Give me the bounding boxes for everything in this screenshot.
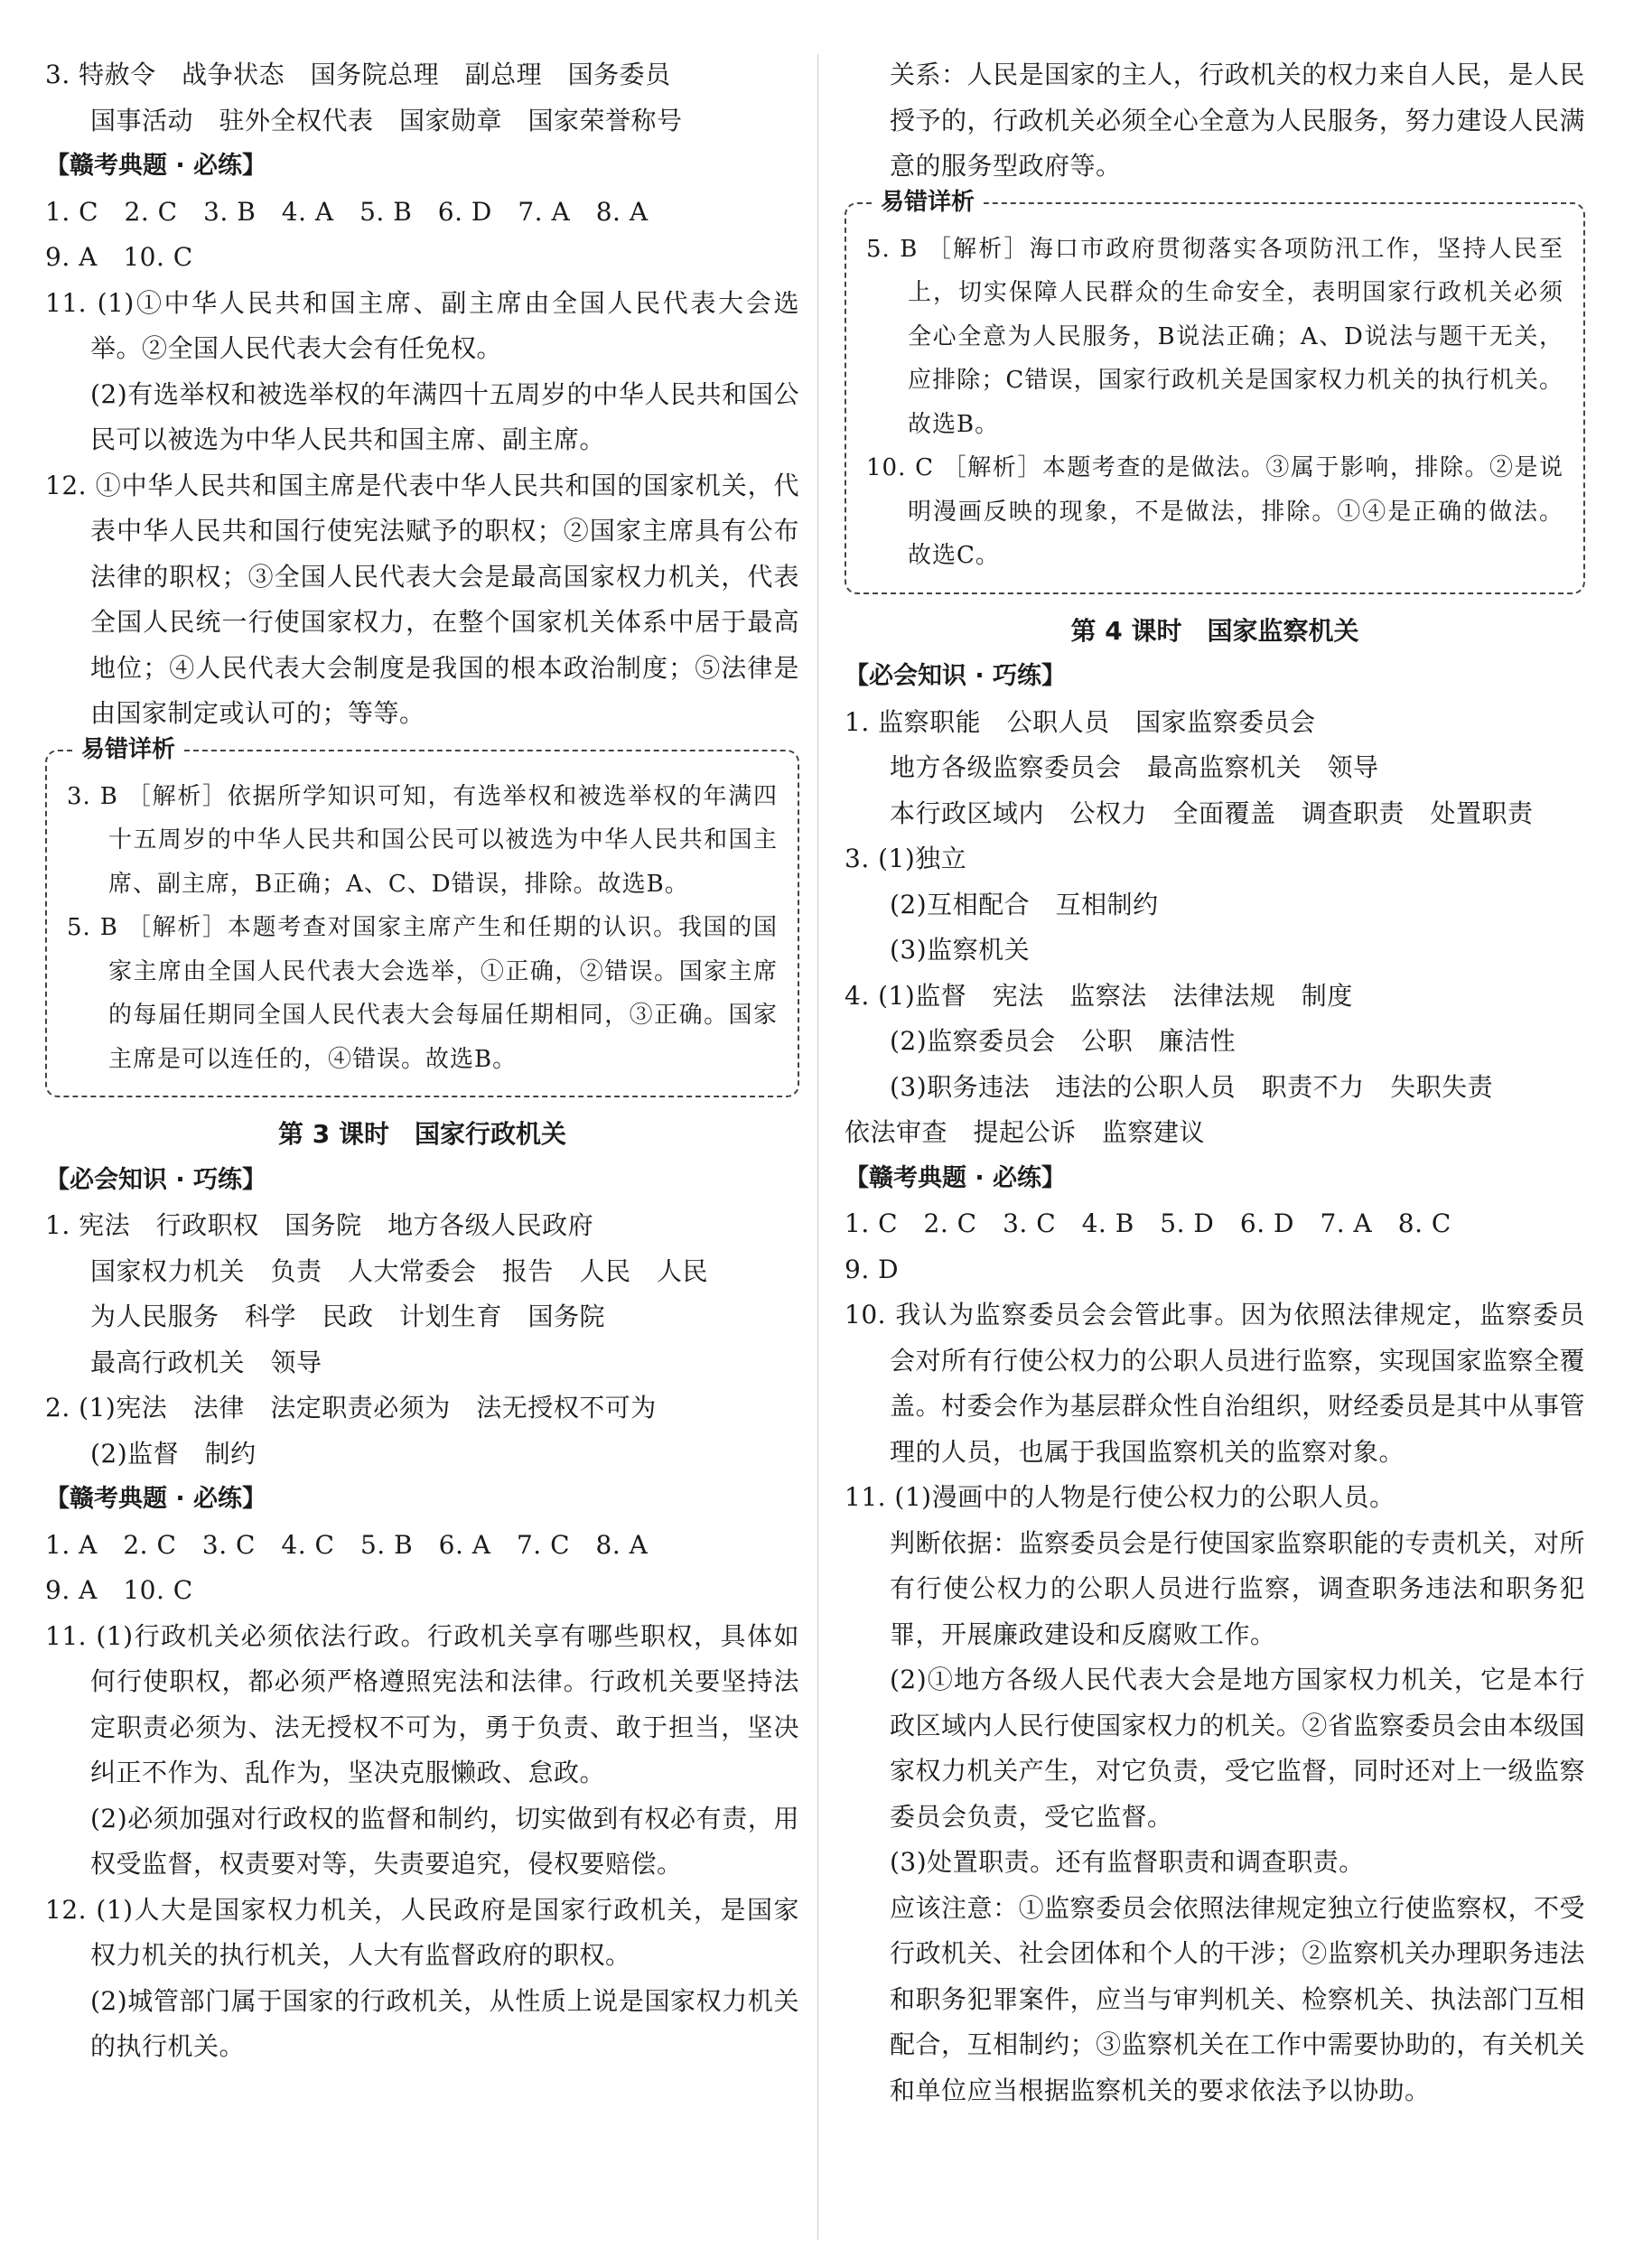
r-question-10: 10. 我认为监察委员会会管此事。因为依照法律规定，监察委员会对所有行使公权力的公职人员进行监察，实现国家监察全覆盖。村委会作为基层群众性自治组织，财经委员是其中从事管理的人员，也属于我国监察机关的监察对象。 [845, 1300, 1585, 1467]
r-question-11-notes: 应该注意：①监察委员会依照法律规定独立行使监察权，不受行政机关、社会团体和个人的干涉；②监察机关办理职务违法和职务犯罪案件，应当与审判机关、检察机关、执法部门互相配合，互相制约；③监察机关在工作中需要协助的，有关机关和单位应当根据监察机关的要求依法予以协助。 [890, 1892, 1585, 2105]
error-analysis-item-3: 3. B ［解析］依据所学知识可知，有选举权和被选举权的年满四十五周岁的中华人民共和国公民可以被选为中华人民共和国主席、副主席，B正确；A、C、D错误，排除。故选B。 [67, 782, 778, 898]
answers-row-3: 1. A 2. C 3. C 4. C 5. B 6. A 7. C 8. A [45, 1529, 649, 1560]
section-heading-exam-2: 【赣考典题 · 必练】 [45, 1485, 267, 1513]
r-knowledge-4-line2: (2)监察委员会 公职 廉洁性 [890, 1026, 1237, 1056]
section-heading-knowledge: 【必会知识 · 巧练】 [45, 1165, 267, 1194]
r-knowledge-1-line3: 本行政区域内 公权力 全面覆盖 调查职责 处置职责 [890, 798, 1534, 828]
r-knowledge-3-line2: (2)互相配合 互相制约 [890, 889, 1159, 919]
r-knowledge-1-line2: 地方各级监察委员会 最高监察机关 领导 [890, 752, 1379, 782]
question-11-part1: 11. (1)①中华人民共和国主席、副主席由全国人民代表大会选举。②全国人民代表大会有任免权。 [45, 287, 799, 363]
error-analysis-box-right [845, 188, 1585, 594]
r-answers-row-2: 9. D [845, 1254, 900, 1284]
lesson-3-title: 第 3 课时 国家行政机关 [278, 1119, 566, 1149]
box-title: 易错详析 [72, 733, 184, 766]
lesson-4-title: 第 4 课时 国家监察机关 [1070, 615, 1359, 646]
error-analysis-item-5-right: 5. B ［解析］海口市政府贯彻落实各项防汛工作，坚持人民至上，切实保障人民群众的生命安全，表明国家行政机关必须全心全意为人民服务，B说法正确；A、D说法与题干无关，应排除；C错误，国家行政机关是国家权力机关的执行机关。故选B。 [866, 235, 1563, 438]
question-12-lesson3-part2: (2)城管部门属于国家的行政机关，从性质上说是国家权力机关的执行机关。 [90, 1985, 799, 2061]
r-answers-row-1: 1. C 2. C 3. C 4. B 5. D 6. D 7. A 8. C [845, 1208, 1451, 1238]
r-knowledge-3-line3: (3)监察机关 [890, 935, 1031, 965]
r-knowledge-4-line1: 4. (1)监督 宪法 监察法 法律法规 制度 [845, 980, 1353, 1011]
r-question-11-basis: 判断依据：监察委员会是行使国家监察职能的专责机关，对所有行使公权力的公职人员进行监察，调查职务违法和职务犯罪，开展廉政建设和反腐败工作。 [890, 1527, 1585, 1649]
column-divider [817, 54, 818, 2240]
r-knowledge-4-line3: (3)职务违法 违法的公职人员 职责不力 失职失责 [890, 1071, 1494, 1102]
section-heading-exam-right: 【赣考典题 · 必练】 [845, 1163, 1067, 1192]
box-title-right: 易错详析 [872, 186, 984, 219]
relation-continuation: 关系：人民是国家的主人，行政机关的权力来自人民，是人民授予的，行政机关必须全心全意为人民服务，努力建设人民满意的服务型政府等。 [890, 60, 1585, 181]
question-11-part2: (2)有选举权和被选举权的年满四十五周岁的中华人民共和国公民可以被选为中华人民共和国主席、副主席。 [90, 378, 799, 454]
knowledge-1-line2: 国家权力机关 负责 人大常委会 报告 人民 人民 [90, 1255, 709, 1286]
r-question-11-part2: (2)①地方各级人民代表大会是地方国家权力机关，它是本行政区域内人民行使国家权力的机关。②省监察委员会由本级国家权力机关产生，对它负责，受它监督，同时还对上一级监察委员会负责，受它监督。 [890, 1665, 1585, 1832]
question-12-lesson3-part1: 12. (1)人大是国家权力机关，人民政府是国家行政机关，是国家权力机关的执行机关，人大有监督政府的职权。 [45, 1894, 799, 1970]
knowledge-1-line1: 1. 宪法 行政职权 国务院 地方各级人民政府 [45, 1210, 594, 1240]
knowledge-2-line2: (2)监督 制约 [90, 1438, 257, 1469]
question-11-lesson3-part2: (2)必须加强对行政权的监督和制约，切实做到有权必有责，用权受监督，权责要对等，失责要追究，侵权要赔偿。 [90, 1803, 799, 1879]
knowledge-1-line3: 为人民服务 科学 民政 计划生育 国务院 [90, 1301, 606, 1331]
error-analysis-item-10-right: 10. C ［解析］本题考查的是做法。③属于影响，排除。②是说明漫画反映的现象，不是做法，排除。①④是正确的做法。故选C。 [866, 454, 1563, 569]
r-knowledge-3-line1: 3. (1)独立 [845, 844, 967, 873]
answers-row-4: 9. A 10. C [45, 1575, 193, 1605]
section-heading-knowledge-right: 【必会知识 · 巧练】 [845, 662, 1067, 690]
answers-row-1: 1. C 2. C 3. B 4. A 5. B 6. D 7. A 8. A [45, 196, 649, 227]
question-12: 12. ①中华人民共和国主席是代表中华人民共和国的国家机关，代表中华人民共和国行使宪法赋予的职权；②国家主席具有公布法律的职权；③全国人民代表大会是最高国家权力机关，代表全国人民统一行使国家权力，在整个国家机关体系中居于最高地位；④人民代表大会制度是我国的根本政治制度；⑤法律是由国家制定或认可的；等等。 [45, 470, 799, 728]
knowledge-2-line1: 2. (1)宪法 法律 法定职责必须为 法无授权不可为 [45, 1393, 657, 1423]
error-analysis-item-5: 5. B ［解析］本题考查对国家主席产生和任期的认识。我国的国家主席由全国人民代表大会选举，①正确，②错误。国家主席的每届任期同全国人民代表大会每届任期相同，③正确。国家主席是可以连任的，④错误。故选B。 [67, 914, 778, 1073]
r-question-11-part1: 11. (1)漫画中的人物是行使公权力的公职人员。 [845, 1482, 1395, 1512]
section-heading-exam: 【赣考典题 · 必练】 [45, 152, 267, 180]
left-item-3-line1: 3. 特赦令 战争状态 国务院总理 副总理 国务委员 [45, 60, 671, 89]
right-column [845, 52, 1585, 2113]
r-knowledge-4-line4: 依法审查 提起公诉 监察建议 [845, 1117, 1206, 1147]
r-knowledge-1-line1: 1. 监察职能 公职人员 国家监察委员会 [845, 706, 1316, 737]
left-column [45, 52, 799, 2070]
r-question-11-part3: (3)处置职责。还有监督职责和调查职责。 [890, 1847, 1365, 1877]
answers-row-2: 9. A 10. C [45, 242, 193, 272]
error-analysis-box [45, 735, 799, 1098]
left-item-3-line2: 国事活动 驻外全权代表 国家勋章 国家荣誉称号 [90, 105, 683, 135]
knowledge-1-line4: 最高行政机关 领导 [90, 1347, 322, 1377]
question-11-lesson3-part1: 11. (1)行政机关必须依法行政。行政机关享有哪些职权，具体如何行使职权，都必须严格遵照宪法和法律。行政机关要坚持法定职责必须为、法无授权不可为，勇于负责、敢于担当，坚决纠正不作为、乱作为，坚决克服懒政、怠政。 [45, 1620, 799, 1787]
